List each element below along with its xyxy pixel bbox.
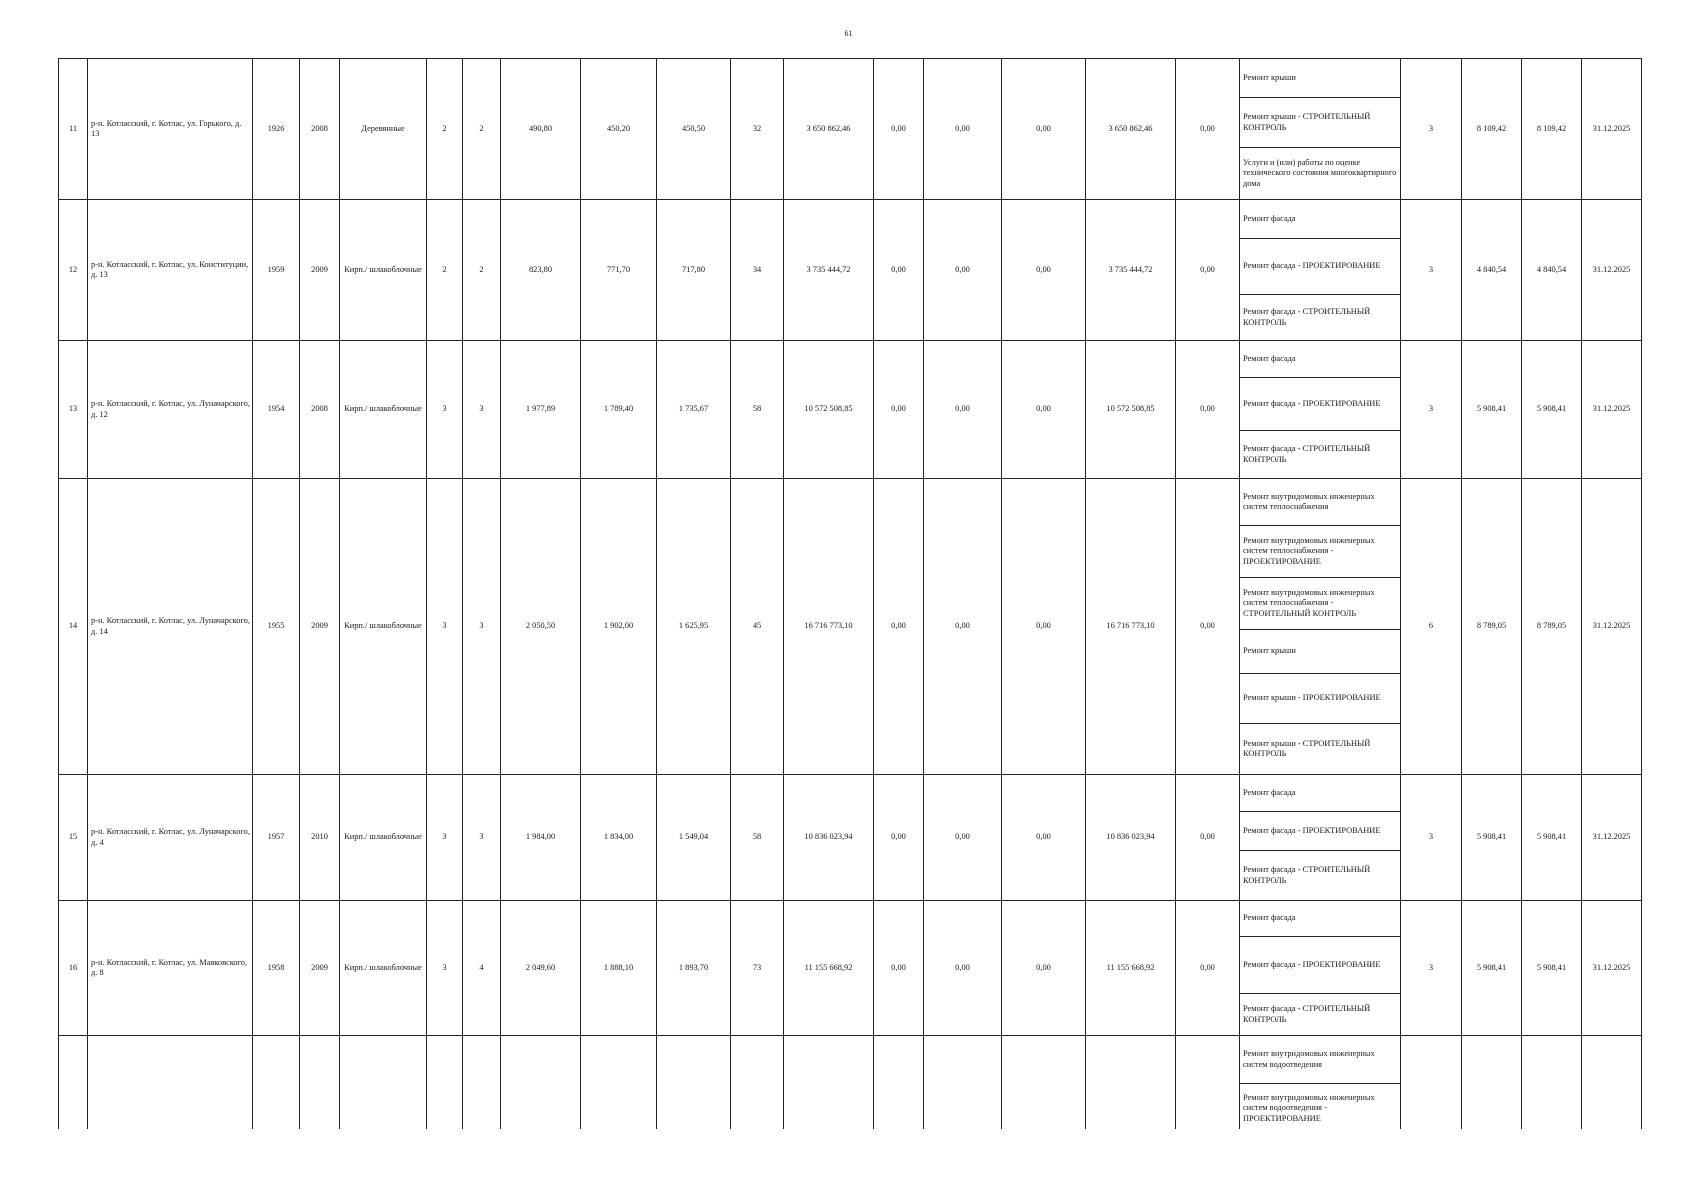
wall-material-cell: Кирп./ шлакоблочные <box>340 901 427 1036</box>
owners-fund-cell: 3 650 862,46 <box>1086 59 1176 200</box>
year-renovation-cell: 2009 <box>300 200 340 341</box>
table-row <box>59 200 1642 239</box>
year-built-cell: 1954 <box>253 341 300 479</box>
cost-per-m2-cell: 5 908,41 <box>1462 775 1522 901</box>
year-renovation-cell: 2008 <box>300 341 340 479</box>
federal-fund-cell: 0,00 <box>874 341 924 479</box>
work-type-cell: Ремонт фасада - ПРОЕКТИРОВАНИЕ <box>1240 239 1401 295</box>
work-type-cell: Ремонт фасада - ПРОЕКТИРОВАНИЕ <box>1240 378 1401 431</box>
total-area-cell: 2 049,60 <box>501 901 581 1036</box>
deadline-cell: 31.12.2025 <box>1582 901 1642 1036</box>
entrances-cell: 4 <box>463 901 501 1036</box>
other-fund-cell: 0,00 <box>1176 775 1240 901</box>
living-area-cell: 1 834,00 <box>581 775 657 901</box>
work-type-cell: Ремонт фасада - СТРОИТЕЛЬНЫЙ КОНТРОЛЬ <box>1240 295 1401 341</box>
year-built-cell: 1959 <box>253 200 300 341</box>
regional-fund-cell: 0,00 <box>924 901 1002 1036</box>
total-cost-cell: 10 836 023,94 <box>784 775 874 901</box>
work-type-cell: Ремонт внутридомовых инженерных систем теплоснабжения - СТРОИТЕЛЬНЫЙ КОНТРОЛЬ <box>1240 578 1401 630</box>
entrances-cell: 3 <box>463 775 501 901</box>
regional-fund-cell: 0,00 <box>924 59 1002 200</box>
row-number: 14 <box>59 479 88 775</box>
federal-fund-cell: 0,00 <box>874 775 924 901</box>
entrances-cell: 3 <box>463 341 501 479</box>
work-type-cell: Ремонт крыши <box>1240 59 1401 98</box>
table-row <box>59 341 1642 378</box>
entrances-cell: 2 <box>463 59 501 200</box>
living-area-cell: 1 902,00 <box>581 479 657 775</box>
owners-fund-cell: 16 716 773,10 <box>1086 479 1176 775</box>
deadline-cell: 31.12.2025 <box>1582 341 1642 479</box>
year-renovation-cell: 2010 <box>300 775 340 901</box>
private-area-cell: 1 735,67 <box>657 341 731 479</box>
work-type-cell: Ремонт фасада <box>1240 775 1401 812</box>
total-area-cell: 823,80 <box>501 200 581 341</box>
total-cost-cell: 3 735 444,72 <box>784 200 874 341</box>
other-fund-cell: 0,00 <box>1176 59 1240 200</box>
wall-material-cell: Кирп./ шлакоблочные <box>340 200 427 341</box>
federal-fund-cell: 0,00 <box>874 59 924 200</box>
work-type-cell: Ремонт крыши - ПРОЕКТИРОВАНИЕ <box>1240 674 1401 724</box>
work-type-cell: Услуги и (или) работы по оценке технического состояния многоквартирного дома <box>1240 148 1401 200</box>
deadline-cell: 31.12.2025 <box>1582 479 1642 775</box>
max-cost-per-m2-cell: 8 109,42 <box>1522 59 1582 200</box>
address-cell: р-н. Котласский, г. Котлас, ул. Луначарского, д. 4 <box>88 775 253 901</box>
wall-material-cell: Деревянные <box>340 59 427 200</box>
private-area-cell: 1 893,70 <box>657 901 731 1036</box>
floors-cell: 3 <box>427 901 463 1036</box>
address-cell: р-н. Котласский, г. Котлас, ул. Луначарского, д. 12 <box>88 341 253 479</box>
total-area-cell: 1 977,89 <box>501 341 581 479</box>
year-built-cell: 1957 <box>253 775 300 901</box>
floors-cell: 3 <box>427 341 463 479</box>
year-built-cell: 1955 <box>253 479 300 775</box>
floors-cell: 2 <box>427 200 463 341</box>
work-count-cell: 3 <box>1401 901 1462 1036</box>
row-number: 13 <box>59 341 88 479</box>
row-number: 15 <box>59 775 88 901</box>
total-area-cell: 2 050,50 <box>501 479 581 775</box>
max-cost-per-m2-cell: 5 908,41 <box>1522 341 1582 479</box>
living-area-cell: 450,20 <box>581 59 657 200</box>
private-area-cell: 450,50 <box>657 59 731 200</box>
page-number: 61 <box>844 29 853 38</box>
work-type-cell: Ремонт фасада - ПРОЕКТИРОВАНИЕ <box>1240 937 1401 994</box>
floors-cell: 2 <box>427 59 463 200</box>
max-cost-per-m2-cell: 5 908,41 <box>1522 901 1582 1036</box>
work-type-cell: Ремонт фасада <box>1240 901 1401 937</box>
work-type-cell: Ремонт фасада - ПРОЕКТИРОВАНИЕ <box>1240 812 1401 851</box>
work-type-cell: Ремонт крыши <box>1240 630 1401 674</box>
work-type-cell: Ремонт фасада <box>1240 341 1401 378</box>
max-cost-per-m2-cell: 5 908,41 <box>1522 775 1582 901</box>
regional-fund-cell: 0,00 <box>924 341 1002 479</box>
local-fund-cell: 0,00 <box>1002 479 1086 775</box>
max-cost-per-m2-cell: 4 840,54 <box>1522 200 1582 341</box>
wall-material-cell: Кирп./ шлакоблочные <box>340 775 427 901</box>
total-area-cell: 1 984,00 <box>501 775 581 901</box>
regional-fund-cell: 0,00 <box>924 775 1002 901</box>
cost-per-m2-cell: 4 840,54 <box>1462 200 1522 341</box>
residents-cell: 58 <box>731 775 784 901</box>
private-area-cell: 1 549,04 <box>657 775 731 901</box>
local-fund-cell: 0,00 <box>1002 901 1086 1036</box>
total-cost-cell: 11 155 668,92 <box>784 901 874 1036</box>
year-renovation-cell: 2009 <box>300 901 340 1036</box>
local-fund-cell: 0,00 <box>1002 775 1086 901</box>
row-number: 16 <box>59 901 88 1036</box>
work-type-cell: Ремонт фасада <box>1240 200 1401 239</box>
regional-fund-cell: 0,00 <box>924 479 1002 775</box>
work-type-cell: Ремонт внутридомовых инженерных систем водоотведения <box>1240 1036 1401 1084</box>
row-number: 11 <box>59 59 88 200</box>
other-fund-cell: 0,00 <box>1176 200 1240 341</box>
cost-per-m2-cell: 8 789,05 <box>1462 479 1522 775</box>
federal-fund-cell: 0,00 <box>874 479 924 775</box>
work-count-cell: 3 <box>1401 200 1462 341</box>
owners-fund-cell: 11 155 668,92 <box>1086 901 1176 1036</box>
work-type-cell: Ремонт внутридомовых инженерных систем водоотведения - ПРОЕКТИРОВАНИЕ <box>1240 1084 1401 1134</box>
deadline-cell: 31.12.2025 <box>1582 200 1642 341</box>
address-cell: р-н. Котласский, г. Котлас, ул. Горького, д. 13 <box>88 59 253 200</box>
local-fund-cell: 0,00 <box>1002 341 1086 479</box>
table-row <box>59 479 1642 526</box>
capital-repair-table <box>58 58 1642 1166</box>
work-count-cell: 3 <box>1401 341 1462 479</box>
table-row <box>59 1036 1642 1084</box>
residents-cell: 73 <box>731 901 784 1036</box>
federal-fund-cell: 0,00 <box>874 200 924 341</box>
cost-per-m2-cell: 5 908,41 <box>1462 341 1522 479</box>
work-type-cell: Ремонт фасада - СТРОИТЕЛЬНЫЙ КОНТРОЛЬ <box>1240 851 1401 901</box>
total-cost-cell: 10 572 508,85 <box>784 341 874 479</box>
federal-fund-cell: 0,00 <box>874 901 924 1036</box>
living-area-cell: 771,70 <box>581 200 657 341</box>
residents-cell: 34 <box>731 200 784 341</box>
local-fund-cell: 0,00 <box>1002 59 1086 200</box>
living-area-cell: 1 888,10 <box>581 901 657 1036</box>
cost-per-m2-cell: 8 109,42 <box>1462 59 1522 200</box>
total-cost-cell: 3 650 862,46 <box>784 59 874 200</box>
private-area-cell: 717,80 <box>657 200 731 341</box>
other-fund-cell: 0,00 <box>1176 341 1240 479</box>
work-type-cell: Ремонт фасада - СТРОИТЕЛЬНЫЙ КОНТРОЛЬ <box>1240 994 1401 1036</box>
table-row <box>59 901 1642 937</box>
total-cost-cell: 16 716 773,10 <box>784 479 874 775</box>
deadline-cell: 31.12.2025 <box>1582 59 1642 200</box>
residents-cell: 45 <box>731 479 784 775</box>
address-cell: р-н. Котласский, г. Котлас, ул. Луначарского, д. 14 <box>88 479 253 775</box>
year-renovation-cell: 2009 <box>300 479 340 775</box>
work-count-cell: 6 <box>1401 479 1462 775</box>
year-built-cell: 1926 <box>253 59 300 200</box>
wall-material-cell: Кирп./ шлакоблочные <box>340 479 427 775</box>
work-type-cell: Ремонт внутридомовых инженерных систем теплоснабжения <box>1240 479 1401 526</box>
entrances-cell: 3 <box>463 479 501 775</box>
page-bottom-margin <box>0 1129 1697 1200</box>
max-cost-per-m2-cell: 8 789,05 <box>1522 479 1582 775</box>
year-built-cell: 1958 <box>253 901 300 1036</box>
address-cell: р-н. Котласский, г. Котлас, ул. Маяковского, д. 8 <box>88 901 253 1036</box>
work-count-cell: 3 <box>1401 59 1462 200</box>
year-renovation-cell: 2008 <box>300 59 340 200</box>
floors-cell: 3 <box>427 775 463 901</box>
cost-per-m2-cell: 5 908,41 <box>1462 901 1522 1036</box>
floors-cell: 3 <box>427 479 463 775</box>
local-fund-cell: 0,00 <box>1002 200 1086 341</box>
table-row <box>59 775 1642 812</box>
owners-fund-cell: 3 735 444,72 <box>1086 200 1176 341</box>
private-area-cell: 1 625,95 <box>657 479 731 775</box>
entrances-cell: 2 <box>463 200 501 341</box>
wall-material-cell: Кирп./ шлакоблочные <box>340 341 427 479</box>
work-type-cell: Ремонт крыши - СТРОИТЕЛЬНЫЙ КОНТРОЛЬ <box>1240 98 1401 148</box>
table-row <box>59 59 1642 98</box>
work-count-cell: 3 <box>1401 775 1462 901</box>
residents-cell: 32 <box>731 59 784 200</box>
owners-fund-cell: 10 572 508,85 <box>1086 341 1176 479</box>
deadline-cell: 31.12.2025 <box>1582 775 1642 901</box>
residents-cell: 58 <box>731 341 784 479</box>
other-fund-cell: 0,00 <box>1176 901 1240 1036</box>
living-area-cell: 1 789,40 <box>581 341 657 479</box>
owners-fund-cell: 10 836 023,94 <box>1086 775 1176 901</box>
work-type-cell: Ремонт фасада - СТРОИТЕЛЬНЫЙ КОНТРОЛЬ <box>1240 431 1401 479</box>
work-type-cell: Ремонт крыши - СТРОИТЕЛЬНЫЙ КОНТРОЛЬ <box>1240 724 1401 775</box>
address-cell: р-н. Котласский, г. Котлас, ул. Конституции, д. 13 <box>88 200 253 341</box>
regional-fund-cell: 0,00 <box>924 200 1002 341</box>
work-type-cell: Ремонт внутридомовых инженерных систем теплоснабжения - ПРОЕКТИРОВАНИЕ <box>1240 526 1401 578</box>
total-area-cell: 490,80 <box>501 59 581 200</box>
row-number: 12 <box>59 200 88 341</box>
other-fund-cell: 0,00 <box>1176 479 1240 775</box>
